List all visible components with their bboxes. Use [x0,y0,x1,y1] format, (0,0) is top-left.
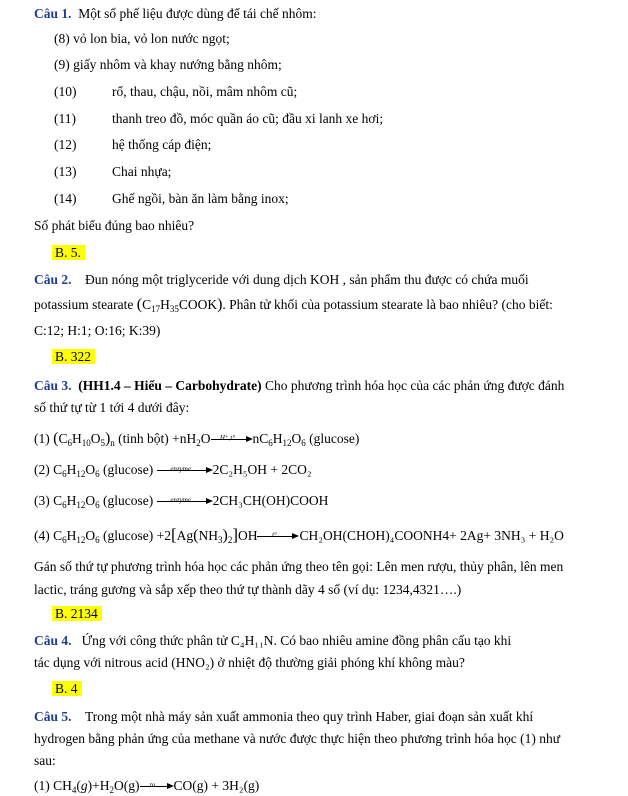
eq4-name: (glucose) +2 [103,528,171,543]
q1-item [54,57,282,73]
reaction-arrow [157,496,213,505]
q1-answer [52,245,85,261]
reaction-arrow [140,781,174,790]
eq1-product: nC [252,431,269,446]
reaction-arrow [257,531,299,540]
q1-item-num: (8) [54,31,70,46]
eq4-product: CH₂OH(CHOH)₄COONH4+ 2Ag+ 3NH₃ + H₂O [299,528,564,543]
eq1-name: (glucose) [309,431,360,446]
q3-equation-2: (2) $C_6H_{12}O_6$ (glucose) enzyme 2C₂H₅OH + 2CO₂ [34,462,312,479]
q1-item-text: rổ, thau, chậu, nồi, mâm nhôm cũ; [112,84,298,99]
q5-equation: (1) $CH_4(g)+H_2O(g)$ to CO(g) + 3H₂(g) [34,778,260,795]
q1-item [54,137,77,153]
eq3-product: 2CH₃CH(OH)COOH [212,493,329,508]
q1-item-num: (13) [54,164,77,179]
q5-product: CO(g) + 3H₂(g) [173,778,260,793]
answer-highlight: B. 2134 [52,606,102,621]
reaction-arrow [157,465,213,474]
q2-line-1 [34,272,590,288]
q5-line-3: sau: [34,753,56,768]
arrow-condition: H⁺,t° [219,434,236,443]
eq-num: (2) [34,462,50,477]
q2-text-2b: . Phân tử khối của potassium stearate là bao nhiêu? (cho biết: [222,297,553,312]
q2-text-2a: potassium stearate [34,297,134,312]
q1-item-text: thanh treo đồ, móc quần áo cũ; đầu xi lanh xe hơi; [112,111,384,126]
answer-highlight: B. 322 [52,349,95,364]
q2-answer [52,349,95,365]
q3-equation-3: (3) $C_6H_{12}O_6$ (glucose) enzyme 2CH₃CH(OH)COOH [34,493,329,510]
q3-line-1 [34,378,564,394]
reaction-arrow [211,434,253,443]
arrow-condition: t° [272,531,277,540]
eq-num: (1) [34,778,50,793]
q1-item-text: Chai nhựa; [112,164,172,179]
eq-num: (4) [34,528,50,543]
q1-item-text: hệ thống cáp điện; [112,137,212,152]
q1-item [54,164,77,180]
q3-equation-4: (4) $C_6H_{12}O_6$ $(glucose) +2[Ag(NH_3)_2]OH$ t° CH₂OH(CHOH)₄COONH4+ 2Ag+ 3NH₃ + H₂O [34,525,564,545]
q4-text-1: Ứng với công thức phân tử C₄H₁₁N. Có bao nhiêu amine đồng phân cấu tạo khi [81,633,512,648]
eq2-name: (glucose) [103,462,154,477]
q1-heading [34,6,317,22]
q4-label: Câu 4. [34,633,72,648]
q2-label: Câu 2. [34,272,72,287]
eq1-note: (tinh bột) +nH [118,431,197,446]
q1-question: Số phát biểu đúng bao nhiêu? [34,218,195,233]
q5-label: Câu 5. [34,709,72,724]
q3-para-2: lactic, tráng gương và sắp xếp theo thứ tự thành dãy 4 số (ví dụ: 1234,4321….) [34,582,462,597]
q4-line-1 [34,633,511,649]
q3-para-1: Gán số thứ tự phương trình hóa học các phản ứng theo tên gọi: Lên men rượu, thủy phân, lên men [34,559,564,574]
q3-text-1: Cho phương trình hóa học của các phản ứng được đánh [265,378,565,393]
q1-item-text: vỏ lon bia, vỏ lon nước ngọt; [73,31,230,46]
q1-item-num: (11) [54,111,76,126]
q4-answer [52,681,82,697]
answer-highlight: B. 5. [52,245,85,260]
q1-item-num: (10) [54,84,77,99]
eq3-name: (glucose) [103,493,154,508]
q2-line-2 [34,297,553,313]
q3-answer [52,606,102,622]
q2-line-3: C:12; H:1; O:16; K:39) [34,323,161,338]
q3-equation-1: (1) $(C_6H_{10}O_5)_n$ (tinh bột) $+nH_2O$ H⁺,t° $nC_6H_{12}O_6$ (glucose) [34,430,360,448]
q1-item [54,111,76,127]
q1-stem: Một số phế liệu được dùng để tái chế nhôm: [78,6,317,21]
q1-item [54,84,77,100]
q2-text-1: Đun nóng một triglyceride với dung dịch KOH , sản phẩm thu được có chứa muối [85,272,529,287]
arrow-condition: to [149,781,156,790]
q1-item-num: (12) [54,137,77,152]
q1-item [54,191,77,207]
q2-formula: $(C_{17}H_{35}COOK)$ [136,296,223,314]
q5-line-1 [34,709,533,725]
q3-label: Câu 3. [34,378,72,393]
arrow-condition: enzyme [170,465,191,474]
answer-highlight: B. 4 [52,681,82,696]
q1-item-text: giấy nhôm và khay nướng bằng nhôm; [73,57,282,72]
q1-item-text: Ghế ngồi, bàn ăn làm bằng inox; [112,191,289,206]
q5-text-1: Trong một nhà máy sản xuất ammonia theo quy trình Haber, giai đoạn sản xuất khí [85,709,534,724]
q1-item-num: (9) [54,57,70,72]
eq-num: (1) [34,431,50,446]
q1-item-num: (14) [54,191,77,206]
q3-line-2: số thứ tự từ 1 tới 4 dưới đây: [34,400,190,415]
q3-tag: (HH1.4 – Hiểu – Carbohydrate) [78,378,262,393]
eq-num: (3) [34,493,50,508]
q5-line-2: hydrogen bằng phản ứng của methane và nước được thực hiện theo phương trình hóa học (1) như [34,731,561,746]
eq2-product: 2C₂H₅OH + 2CO₂ [212,462,312,477]
q1-label: Câu 1. [34,6,72,21]
arrow-condition: enzyme [170,496,191,505]
q4-line-2: tác dụng với nitrous acid (HNO₂) ở nhiệt độ thường giải phóng khí không màu? [34,655,465,670]
q1-item [54,31,230,47]
